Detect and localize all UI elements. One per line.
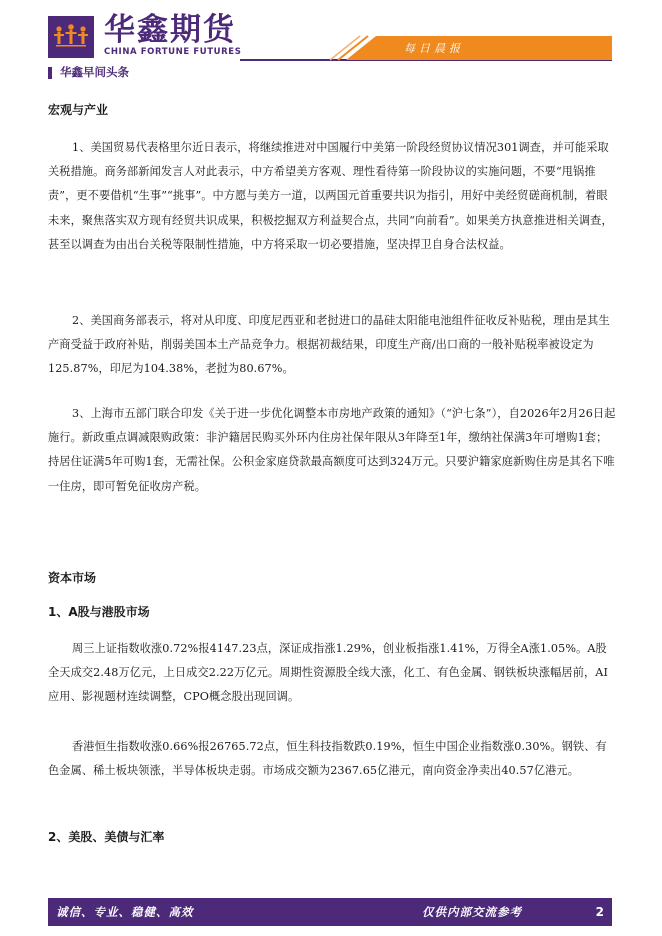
brand-name-en: CHINA FORTUNE FUTURES <box>104 47 242 57</box>
section-marker <box>48 67 52 79</box>
macro-item-1: 1、美国贸易代表格里尔近日表示，将继续推进对中国履行中美第一阶段经贸协议情况301调查，并可能采取关税措施。商务部新闻发言人对此表示，中方希望美方客观、理性看待第一阶段协议的实施问题，不要“甩锅推责”，更不要借机“生事”“挑事”。中方愿与美方一道，以两国元首重要共识为指引，用好中美经贸磋商机制，着眼未来，聚焦落实双方现有经贸共识成果，积极挖掘双方利益契合点，共同“向前看”。如果美方执意推进相关调查，甚至以调查为由出台关税等限制性措施，中方将采取一切必要措施，坚决捍卫自身合法权益。 <box>48 141 613 251</box>
brand-name-cn: 华鑫期货 <box>104 12 236 48</box>
a-share-paragraph: 周三上证指数收涨0.72%报4147.23点，深证成指涨1.29%，创业板指涨1.41%，万得全A涨1.05%。A股全天成交2.48万亿元，上日成交2.22万亿元。周期性资源股全线大涨，化工、有色金属、钢铁板块涨幅居前，AI应用、影视题材连续调整，CPO概念股出现回调。 <box>48 642 608 704</box>
macro-heading: 宏观与产业 <box>48 103 109 117</box>
footer-bar <box>48 898 612 926</box>
capital-heading: 资本市场 <box>48 571 97 585</box>
hk-paragraph: 香港恒生指数收涨0.66%报26765.72点，恒生科技指数跌0.19%，恒生中国企业指数涨0.30%。钢铁、有色金属、稀土板块领涨，半导体板块走弱。市场成交额为2367.65亿港元，南向资金净卖出40.57亿港元。 <box>48 740 607 778</box>
footer-slogan: 诚信、专业、稳健、高效 <box>56 905 194 919</box>
macro-item-3: 3、上海市五部门联合印发《关于进一步优化调整本市房地产政策的通知》（“沪七条”），自2026年2月26日起施行。新政重点调减限购政策：非沪籍居民购买外环内住房社保年限从3年降至1年，缴纳社保满3年可增购1套；持居住证满5年可购1套，无需社保。公积金家庭贷款最高额度可达到324万元。只要沪籍家庭新购住房是其名下唯一住房，即可暂免征收房产税。 <box>48 407 616 493</box>
section-title: 华鑫早间头条 <box>60 65 129 79</box>
a-share-hk-heading: 1、A股与港股市场 <box>48 605 150 619</box>
footer-disclaimer: 仅供内部交流参考 <box>422 905 522 919</box>
macro-item-2: 2、美国商务部表示，将对从印度、印度尼西亚和老挝进口的晶硅太阳能电池组件征收反补贴税，理由是其生产商受益于政府补贴，削弱美国本土产品竞争力。根据初裁结果，印度生产商/出口商的一般补贴税率被设定为125.87%，印尼为104.38%，老挝为80.67%。 <box>48 314 610 376</box>
us-market-heading: 2、美股、美债与汇率 <box>48 830 165 844</box>
daily-report-label: 每日晨报 <box>404 42 464 55</box>
page-number: 2 <box>595 905 604 919</box>
